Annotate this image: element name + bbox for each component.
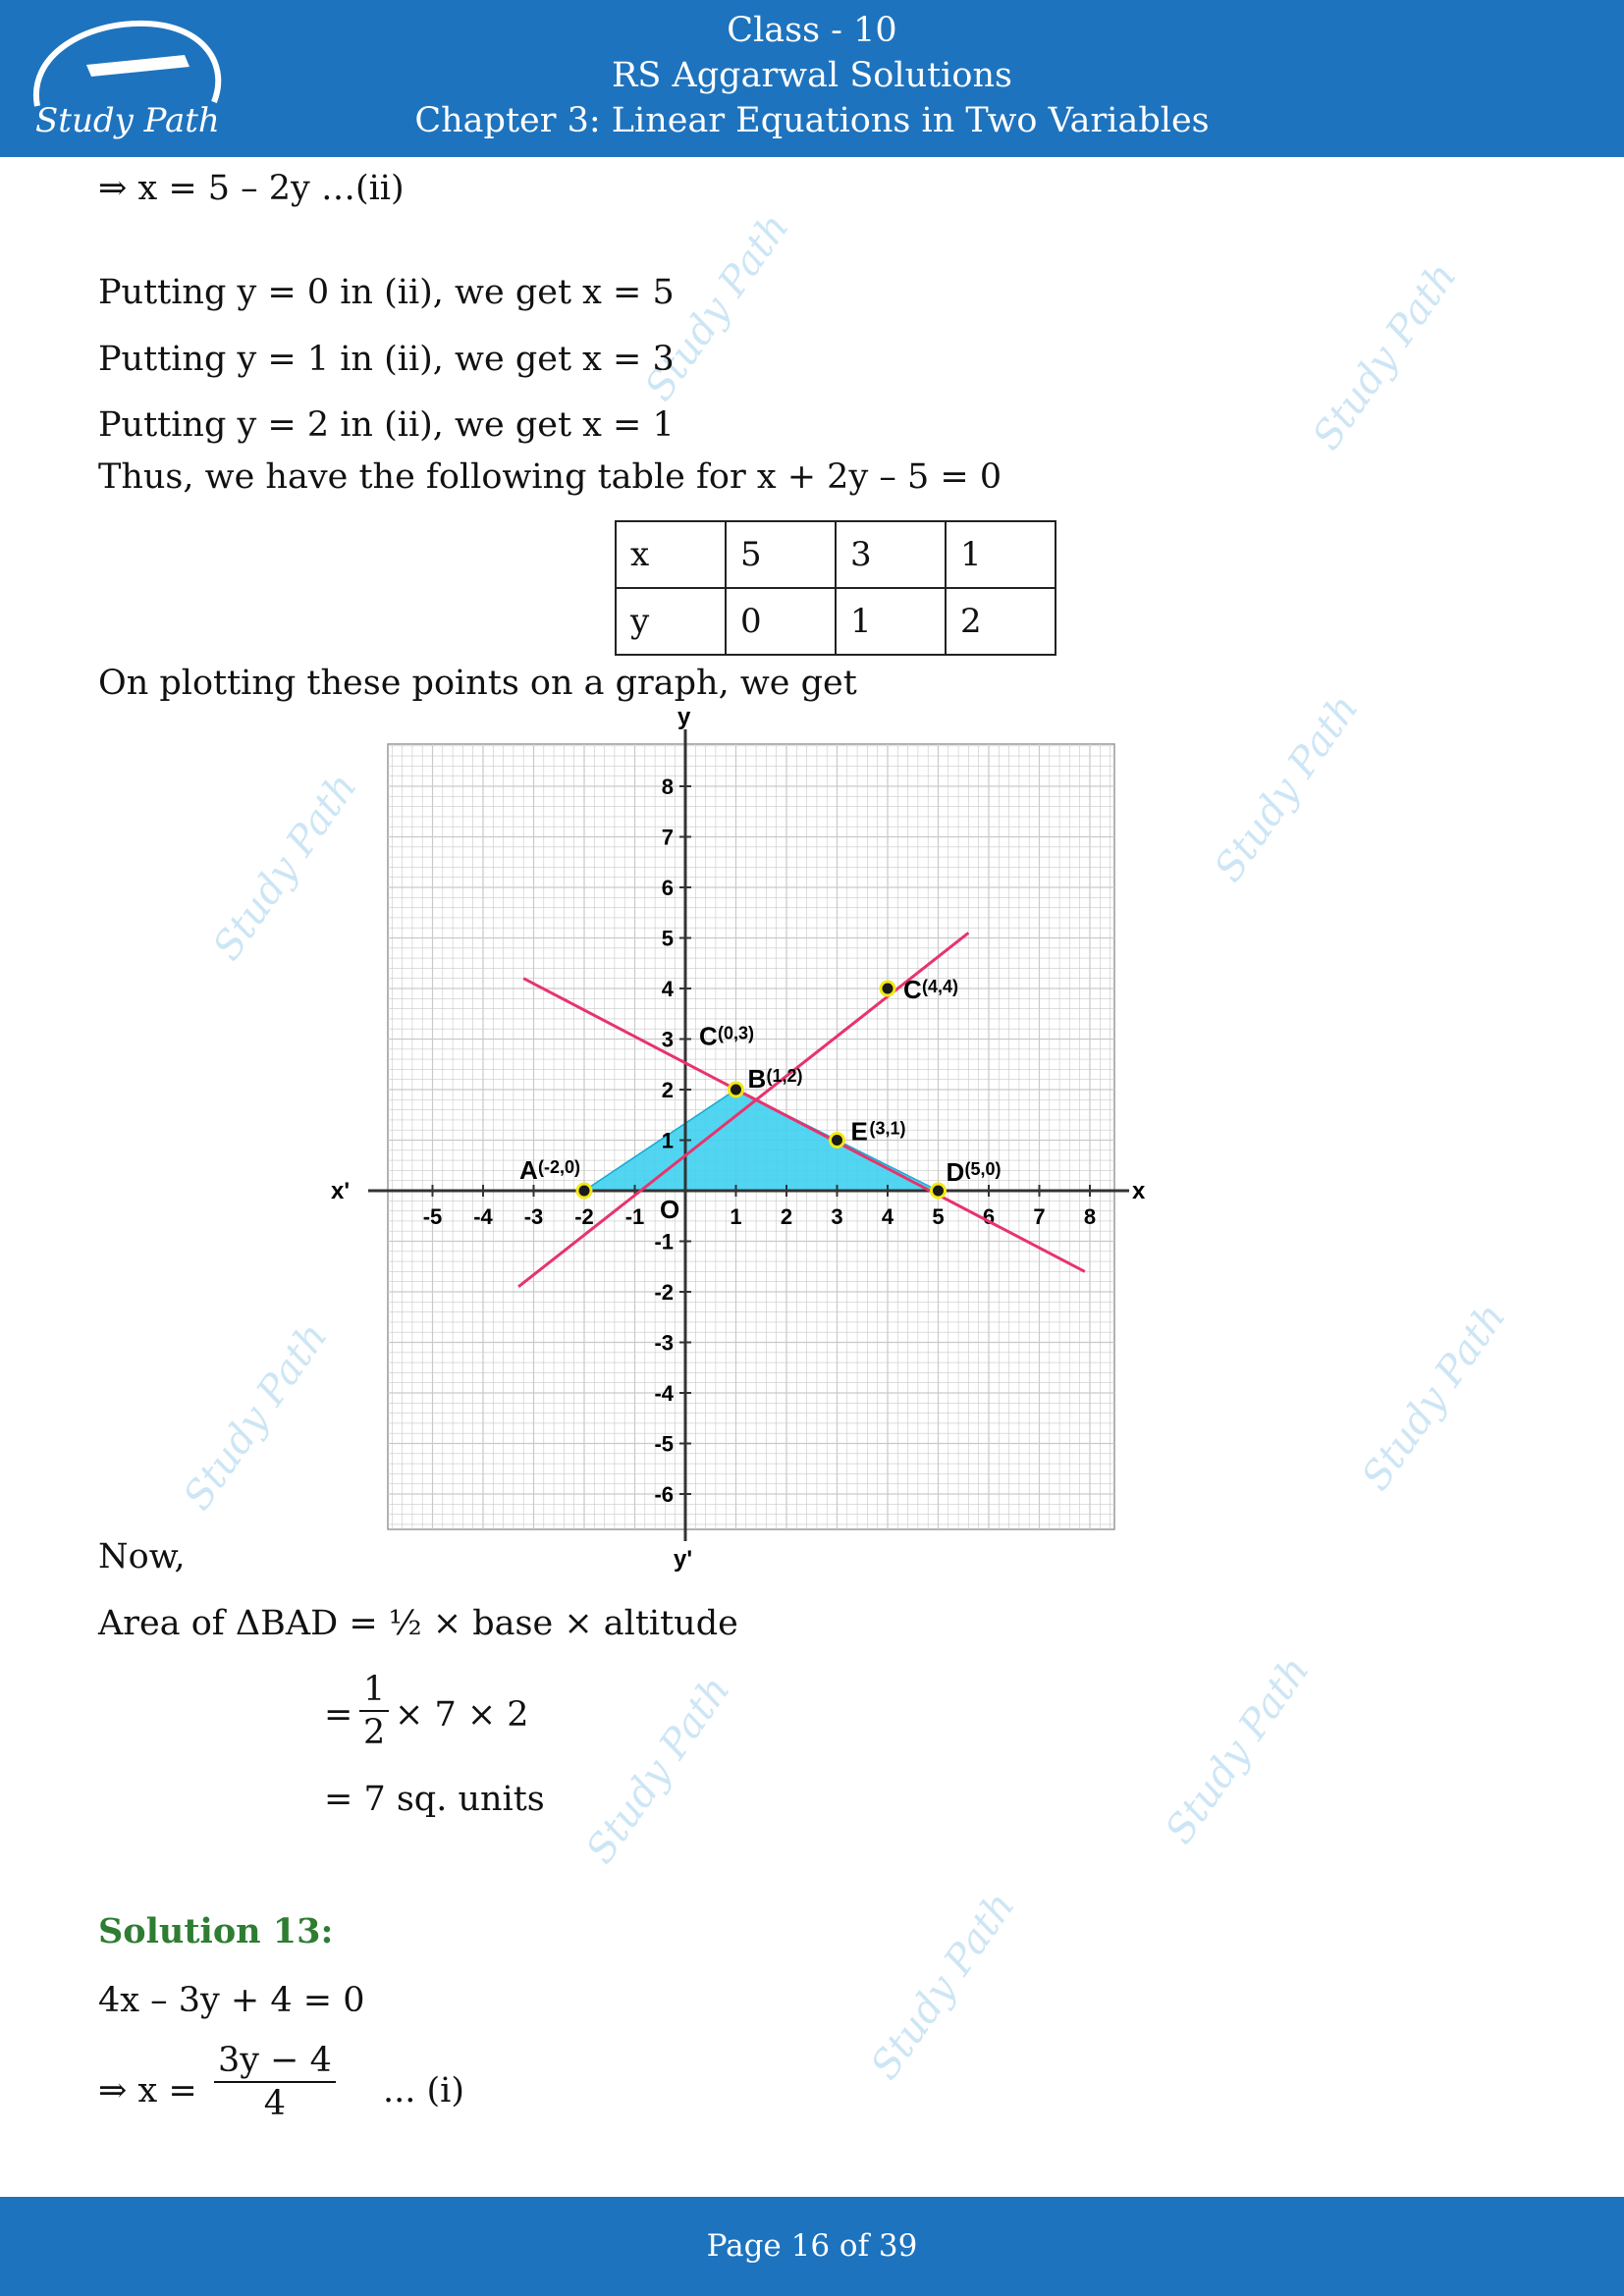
watermark: Study Path [204, 765, 366, 969]
area-equals: = [324, 1695, 353, 1735]
x-tick-label: -2 [574, 1204, 594, 1229]
solution-equation: 4x – 3y + 4 = 0 [98, 1981, 365, 2020]
area-result: = 7 sq. units [324, 1780, 545, 1819]
fraction-numerator: 1 [359, 1669, 389, 1712]
watermark: Study Path [577, 1668, 739, 1872]
values-table [615, 520, 1056, 656]
x-tick-label: -5 [422, 1204, 443, 1229]
watermark: Study Path [1304, 254, 1466, 458]
y-axis-neg-label: y' [674, 1546, 693, 1573]
class-title: Class - 10 [727, 11, 897, 50]
fraction-denominator: 2 [363, 1713, 386, 1752]
y-tick-label: 3 [661, 1027, 674, 1052]
x-tick-label: 4 [881, 1204, 894, 1229]
logo-text: Study Path [35, 101, 220, 140]
table-cell: 1 [946, 521, 1056, 588]
page-number: Page 16 of 39 [706, 2228, 918, 2264]
point-c [881, 982, 894, 995]
x-tick-label: 7 [1033, 1204, 1046, 1229]
y-tick-label: 4 [661, 977, 674, 1001]
putting-line-1: Putting y = 0 in (ii), we get x = 5 [98, 273, 675, 312]
table-row [616, 588, 1056, 655]
fraction-denominator: 4 [263, 2084, 287, 2123]
table-cell: y [616, 588, 726, 655]
x-tick-label: 2 [780, 1204, 793, 1229]
watermark: Study Path [1157, 1648, 1319, 1852]
y-tick-label: 7 [661, 825, 674, 850]
solution-fraction [214, 2040, 336, 2124]
point-a [577, 1184, 591, 1198]
y-tick-label: 1 [661, 1128, 674, 1153]
point-coords-c: (4,4) [922, 977, 959, 996]
watermark: Study Path [862, 1884, 1024, 2088]
y-tick-label: -4 [654, 1381, 674, 1406]
solution-heading: Solution 13: [98, 1911, 334, 1951]
x-tick-label: 1 [730, 1204, 742, 1229]
x-tick-label: 8 [1083, 1204, 1097, 1229]
table-row [616, 521, 1056, 588]
watermark: Study Path [175, 1314, 337, 1519]
point-coords-e: (3,1) [869, 1118, 906, 1139]
plot-intro: On plotting these points on a graph, we get [98, 664, 857, 703]
now-label: Now, [98, 1537, 186, 1576]
point-letter-a: A [519, 1155, 538, 1185]
x-axis-neg-label: x' [331, 1178, 351, 1204]
y-tick-label: 6 [661, 876, 674, 900]
point-coords-d: (5,0) [964, 1159, 1001, 1179]
table-intro: Thus, we have the following table for x + 2y – 5 = 0 [98, 457, 1002, 497]
x-tick-label: -3 [523, 1204, 544, 1229]
x-tick-label: 5 [932, 1204, 945, 1229]
y-tick-label: -2 [654, 1280, 674, 1305]
page-header [0, 0, 1624, 157]
table-cell: 2 [946, 588, 1056, 655]
origin-label: O [660, 1195, 680, 1224]
chapter-title: Chapter 3: Linear Equations in Two Variables [414, 101, 1210, 140]
point-d [932, 1184, 946, 1198]
point-coords-a: (-2,0) [538, 1157, 581, 1177]
watermark: Study Path [1206, 686, 1368, 890]
linear-equations-graph [331, 704, 1146, 1573]
fraction-numerator: 3y − 4 [214, 2040, 336, 2083]
y-tick-label: 2 [661, 1078, 674, 1102]
y-tick-label: -3 [654, 1330, 674, 1356]
x-tick-label: -4 [473, 1204, 493, 1229]
point-letter-b: B [747, 1064, 767, 1094]
x-tick-label: 3 [831, 1204, 843, 1229]
table-cell: 1 [836, 588, 946, 655]
table-cell: 0 [726, 588, 836, 655]
point-coords-c: (0,3) [718, 1023, 755, 1043]
equation-ii: ⇒ x = 5 – 2y …(ii) [98, 169, 405, 208]
watermark: Study Path [636, 205, 798, 409]
putting-line-3: Putting y = 2 in (ii), we get x = 1 [98, 405, 675, 445]
watermark: Study Path [1353, 1295, 1515, 1499]
y-tick-label: -6 [654, 1482, 674, 1507]
y-tick-label: 5 [661, 926, 674, 951]
x-tick-label: -1 [624, 1204, 645, 1229]
header-titles [0, 8, 1624, 143]
table-cell: x [616, 521, 726, 588]
book-title: RS Aggarwal Solutions [612, 56, 1012, 95]
table-cell: 5 [726, 521, 836, 588]
putting-line-2: Putting y = 1 in (ii), we get x = 3 [98, 340, 675, 379]
half-fraction [359, 1669, 389, 1753]
table-cell: 3 [836, 521, 946, 588]
point-e [831, 1134, 844, 1148]
point-letter-c: C [699, 1021, 718, 1051]
page-footer [0, 2197, 1624, 2296]
y-tick-label: 8 [661, 774, 674, 799]
point-b [730, 1083, 743, 1096]
x-axis-label: x [1132, 1178, 1146, 1204]
area-calc: × 7 × 2 [395, 1695, 529, 1735]
area-formula: Area of ΔBAD = ½ × base × altitude [98, 1604, 738, 1643]
y-tick-label: -5 [654, 1431, 674, 1457]
y-tick-label: -1 [654, 1229, 674, 1255]
x-tick-label: 6 [982, 1204, 996, 1229]
point-letter-e: E [850, 1116, 868, 1147]
y-axis-label: y [677, 704, 691, 730]
point-letter-c: C [903, 975, 922, 1004]
point-coords-b: (1,2) [766, 1066, 803, 1086]
point-letter-d: D [946, 1157, 965, 1187]
solution-x-prefix: ⇒ x = [98, 2071, 197, 2110]
solution-reference: ... (i) [383, 2071, 465, 2110]
